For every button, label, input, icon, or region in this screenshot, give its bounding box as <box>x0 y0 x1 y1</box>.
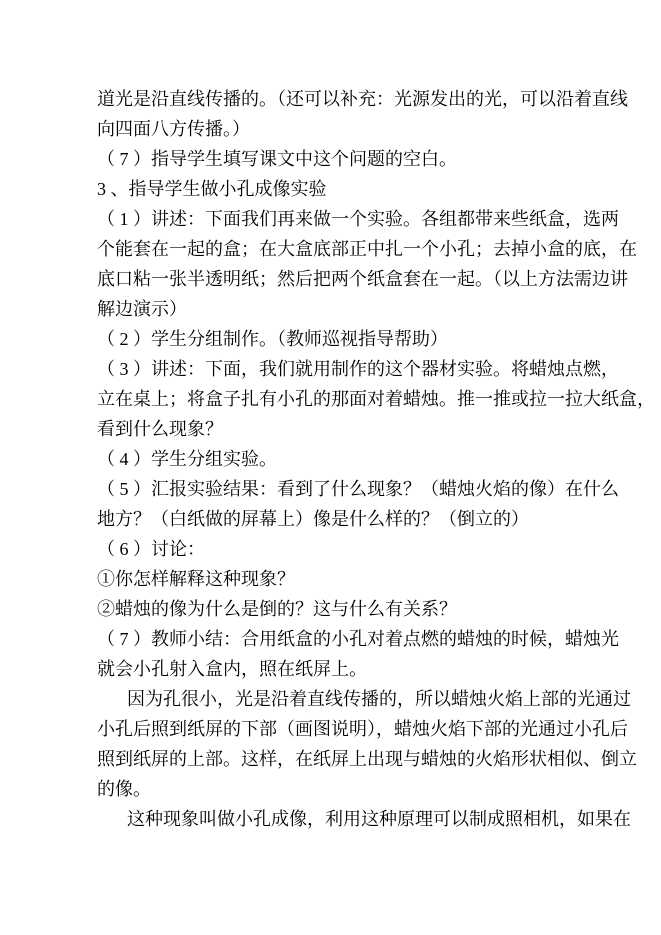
text-line: 看到什么现象？ <box>97 419 223 439</box>
text-line: 照到纸屏的上部。这样，在纸屏上出现与蜡烛的火焰形状相似、倒立 <box>97 749 637 769</box>
document-text-block <box>97 84 655 834</box>
text-line: （ 2 ）学生分组制作。（教师巡视指导帮助） <box>97 329 448 349</box>
text-line: （ 4 ）学生分组实验。 <box>97 449 277 469</box>
text-line: 3 、指导学生做小孔成像实验 <box>97 179 327 199</box>
text-line: 地方？（白纸做的屏幕上）像是什么样的？（倒立的） <box>97 509 529 529</box>
text-line: 就会小孔射入盒内，照在纸屏上。 <box>97 659 367 679</box>
text-line: 因为孔很小，光是沿着直线传播的，所以蜡烛火焰上部的光通过 <box>127 689 631 709</box>
text-line: ①你怎样解释这种现象？ <box>97 569 295 589</box>
text-line: （ 5 ）汇报实验结果：看到了什么现象？（蜡烛火焰的像）在什么 <box>97 479 619 499</box>
text-line: （ 7 ）教师小结：合用纸盒的小孔对着点燃的蜡烛的时候，蜡烛光 <box>97 629 619 649</box>
text-line: 这种现象叫做小孔成像，利用这种原理可以制成照相机，如果在 <box>127 809 631 829</box>
text-line: 个能套在一起的盒；在大盒底部正中扎一个小孔；去掉小盒的底，在 <box>97 239 637 259</box>
text-line: （ 3 ）讲述：下面，我们就用制作的这个器材实验。将蜡烛点燃， <box>97 359 619 379</box>
text-line: 底口粘一张半透明纸；然后把两个纸盒套在一起。（以上方法需边讲 <box>97 269 628 289</box>
text-line: 向四面八方传播。） <box>97 119 250 139</box>
text-line: （ 7 ）指导学生填写课文中这个问题的空白。 <box>97 149 457 169</box>
text-line: 解边演示） <box>97 299 187 319</box>
text-line: （ 1 ）讲述：下面我们再来做一个实验。各组都带来些纸盒，选两 <box>97 209 619 229</box>
text-line: 立在桌上；将盒子扎有小孔的那面对着蜡烛。推一推或拉一拉大纸盒， <box>97 389 655 409</box>
text-line: 道光是沿直线传播的。（还可以补充：光源发出的光，可以沿着直线 <box>97 89 628 109</box>
text-line: （ 6 ）讨论： <box>97 539 205 559</box>
text-line: 小孔后照到纸屏的下部（画图说明），蜡烛火焰下部的光通过小孔后 <box>97 719 628 739</box>
text-line: ②蜡烛的像为什么是倒的？这与什么有关系？ <box>97 599 457 619</box>
text-line: 的像。 <box>97 779 151 799</box>
